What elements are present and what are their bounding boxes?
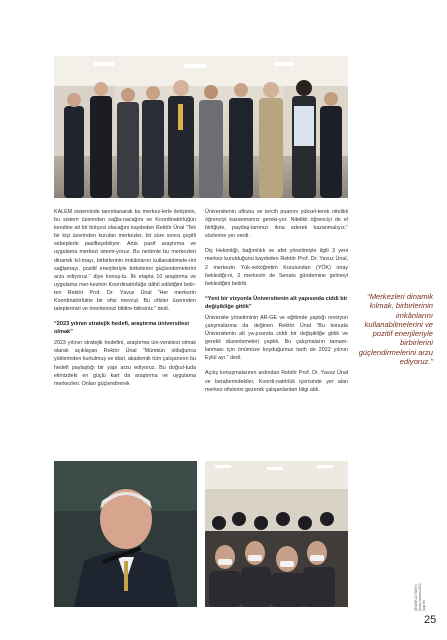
right-paragraph-1: Üniversitenin ufkunu ve tercih puanını yüksel-terek nitelikli öğrenciyi kazanmamız gereki-yor. Nitelikli öğrenciyi de el birliğiyle, paydaş-larımızı ikna ederek kazanmalıyız.” sözlerine yer verdi. xyxy=(205,209,348,240)
left-paragraph-2: 2023 yılının stratejik hedefini, araştırma üni-versitesi olmak olarak açıklayan Rektör Ünal “Mümkün olduğunca yüklerinden kurtulmuş ve idari, akademik tüm çalışanının bu hedefi paylaştığı bir yapı arzu ediyoruz. Bu doğrul-tuda elimizdeki en güçlü kart da araştırma ve uygulama merkezleri. Onları güçlendirerek xyxy=(54,340,196,387)
issue-meta xyxy=(414,571,438,611)
audience-photo-icon xyxy=(205,461,348,607)
speaker-photo-icon xyxy=(54,461,197,607)
group-photo-icon xyxy=(54,56,348,198)
meta-line-3: Sayı 84 xyxy=(422,600,426,611)
speaker-photo xyxy=(54,461,197,607)
left-text-column xyxy=(54,208,196,395)
audience-photo xyxy=(205,461,348,607)
meta-line-2: Ocak-Haziran 2022 xyxy=(418,583,422,611)
right-text-column xyxy=(205,208,348,401)
right-paragraph-3: Üniversite yönetiminin AR-GE ve eğitimde yaptığı revizyon çalışmalarına da değinen Rektör Ünal “Bu konuda Üniversitenin alt ya-pısında ciddi bir değişikliğe gittik ve gerekli düzenlemeleri yaptık. Bu çalışmaların tamam-lanması için önümüze koyduğumuz tarih de 2022 yılının Eylül ayı.” dedi. xyxy=(205,314,348,362)
left-paragraph-1: KALEM sisteminde tanımlanarak bu merkez-lerle iletişimin, bu sistem üzerinden sağla-nacağını ve Koordinatörlüğün kendine ait bir bütçesi olacağını kaydeden Rektör Ünal “Tek bir kişi üzerinden kurulan merkezler, bir süre sonra çeşitli sebeplerle pasifleşebiliyor. Artık pasif araştırma ve uygulama merkezi istemi-yoruz. Bu nedenle bu merkezleri dinamik kıl-mayı, birbirlerinin imkânlarını kullanabilmele-rini sağlamayı, pozitif enerjileriyle birbirlerini güçlendirmelerini arzu ediyoruz.” diye konuş-tu. İlk etapta 10 araştırma ve uygulama mer-kezinin Koordinatörlüğe dâhil edildiğini belir-ten Rektör Prof. Dr. Yavuz Ünal “Her merkezin Koordinatörlükte bir ofisi mevcut. Bu ofisler üzerinden taleplerinizi ve önerilerinizi bildire-bilirsiniz.” dedi. xyxy=(54,209,196,313)
group-photo xyxy=(54,56,348,198)
pull-quote: “Merkezleri dinamik kılmak, birbirlerinin imkânlarını kullanabilmelerini ve pozitif enerjileriyle birbirlerini güçlendirmelerini arzu ediyoruz.” xyxy=(358,292,433,367)
page-number: 25 xyxy=(424,614,437,626)
left-subheading: “2023 yılının stratejik hedefi, araştırma üniversitesi olmak” xyxy=(54,321,189,336)
right-paragraph-2: Diş Hekimliği, bağımlılık ve afet yönetimiyle ilgili 3 yeni merkez kurulduğunu kaydeden Rektör Prof. Dr. Yavuz Ünal, 2 merkezin Yük-seköğretim Kurulundan (YÖK) onay beklediği-ni, 3 merkezin de Senato gündemine gelmeyi beklediğini belirtti. xyxy=(205,248,348,287)
meta-line-1: ONDOKUZ MAYIS xyxy=(414,584,418,611)
right-subheading: “Yeni bir vizyonla Üniversitenin alt yapısında ciddi bir değişikliğe gittik” xyxy=(205,295,348,310)
right-paragraph-4: Açılış konuşmalarının ardından Rektör Prof. Dr. Yavuz Ünal ve beraberindekiler, Koordi-natörlük içerisinde yer alan merkez ofislerini gezerek çalışanlardan bilgi aldı. xyxy=(205,370,348,393)
